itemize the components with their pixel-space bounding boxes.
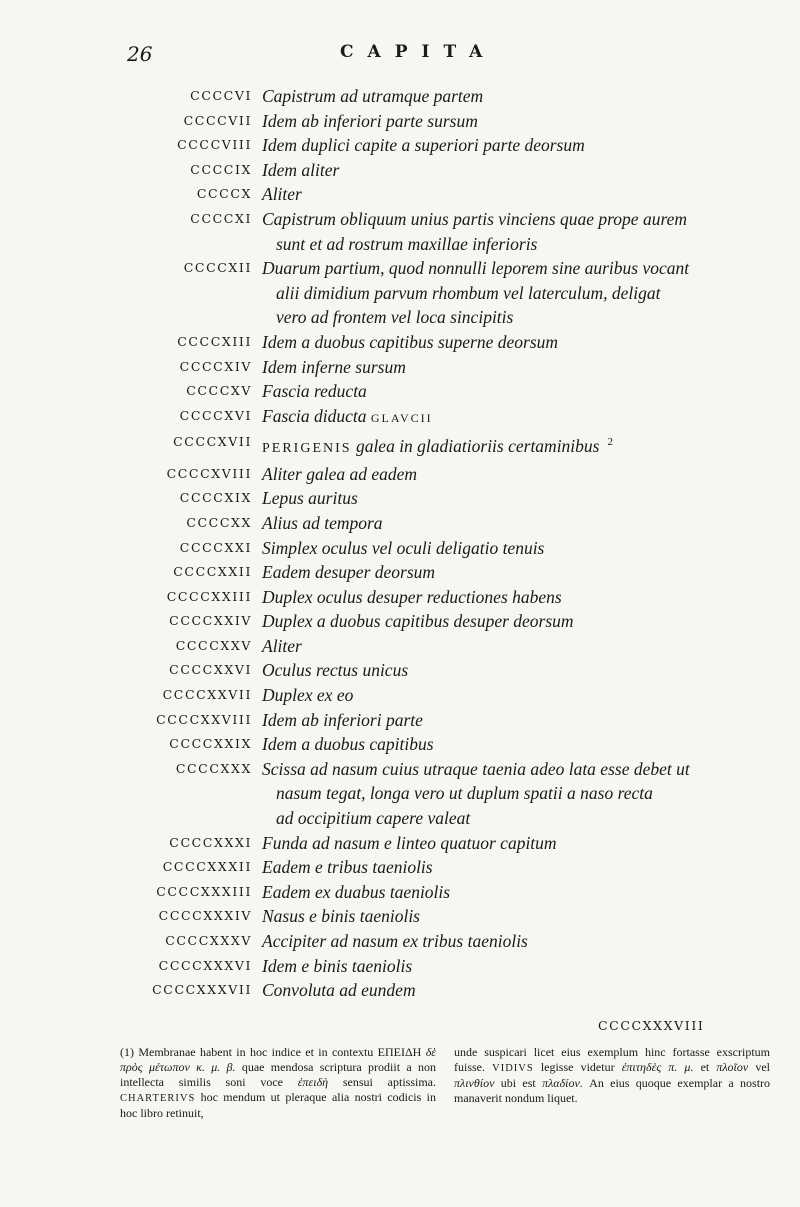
- entry-text: Duplex oculus desuper reductiones habens: [262, 586, 562, 607]
- entry-text: Idem e binis taeniolis: [262, 955, 413, 976]
- footnote-text: vel: [755, 1060, 770, 1074]
- greek-text: πλινθίον: [454, 1076, 495, 1090]
- entry-text: Fascia diducta: [262, 405, 367, 426]
- entry-number: CCCCIX: [190, 161, 252, 177]
- footnote-marker: 2: [607, 436, 613, 449]
- entry-text: Fascia reducta: [262, 381, 367, 402]
- list-item: [0, 109, 800, 134]
- entry-number: CCCCXVIII: [166, 465, 252, 481]
- page-number: 26: [127, 42, 153, 66]
- entry-number: CCCCXXIX: [169, 736, 252, 752]
- author-name: GLAVCII: [370, 410, 433, 425]
- entry-text: Idem duplici capite a superiori parte deorsum: [262, 135, 585, 156]
- entry-number: CCCCXI: [190, 210, 252, 226]
- running-head: CAPITA: [340, 42, 497, 62]
- entry-text: Capistrum obliquum unius partis vinciens quae prope aurem: [262, 208, 688, 229]
- list-item-continuation: [0, 281, 800, 306]
- list-item-continuation: [0, 781, 800, 806]
- list-item: [0, 330, 800, 355]
- footnote-text: (1) Membranae habent in hoc indice et in contextu ΕΠΕΙΔΗ: [120, 1045, 422, 1059]
- entry-number: CCCCXXX: [175, 760, 252, 776]
- entry-number: CCCCXXXIII: [156, 883, 252, 899]
- list-item: [0, 84, 800, 109]
- entry-text: Idem a duobus capitibus superne deorsum: [262, 331, 559, 352]
- list-item: [0, 904, 800, 929]
- list-item: [0, 757, 800, 782]
- list-item: [0, 880, 800, 905]
- list-item: [0, 511, 800, 536]
- entry-text: Eadem ex duabus taeniolis: [262, 881, 451, 902]
- entry-text: Idem a duobus capitibus: [262, 734, 434, 755]
- entry-number: CCCCX: [196, 186, 252, 202]
- list-item: [0, 978, 800, 1003]
- entry-text: galea in gladiatioriis certaminibus: [355, 436, 600, 457]
- footnotes: [120, 1045, 770, 1121]
- greek-text: ἐπιτηδὲς π. μ.: [621, 1060, 694, 1074]
- footnote-right: [454, 1045, 770, 1121]
- list-item: [0, 560, 800, 585]
- entry-text-continuation: sunt et ad rostrum maxillae inferioris: [276, 233, 538, 254]
- entry-number: CCCCXXII: [173, 564, 252, 580]
- list-item: [0, 708, 800, 733]
- entry-text: Idem ab inferiori parte: [262, 709, 423, 730]
- list-item: [0, 929, 800, 954]
- entry-text: Idem aliter: [262, 159, 340, 180]
- entry-number: CCCCXVII: [173, 434, 252, 450]
- entry-number: CCCCXXXI: [169, 834, 252, 850]
- entry-text: Funda ad nasum e linteo quatuor capitum: [262, 832, 557, 853]
- entry-text: Simplex oculus vel oculi deligatio tenuis: [262, 537, 545, 558]
- entry-number: CCCCXXIV: [169, 613, 252, 629]
- list-item: [0, 486, 800, 511]
- list-item-continuation: [0, 232, 800, 257]
- greek-text: πλαδίον.: [542, 1076, 583, 1090]
- footnote-text: et: [700, 1060, 710, 1074]
- list-item: [0, 658, 800, 683]
- entry-text: Accipiter ad nasum ex tribus taeniolis: [262, 931, 528, 952]
- entry-text: Duplex ex eo: [262, 685, 354, 706]
- entry-number: CCCCXII: [183, 260, 252, 276]
- entry-number: CCCCXXXV: [165, 933, 252, 949]
- author-name: PERIGENIS: [262, 441, 352, 457]
- list-item: [0, 585, 800, 610]
- entry-text: Duarum partium, quod nonnulli leporem sine auribus vocant: [262, 258, 690, 279]
- entry-number: CCCCXXIII: [166, 588, 252, 604]
- entry-number: CCCCXXVIII: [156, 711, 252, 727]
- list-item: [0, 855, 800, 880]
- catchword: CCCCXXXVIII: [598, 1018, 705, 1033]
- entry-text: Aliter galea ad eadem: [262, 463, 418, 484]
- list-item: [0, 609, 800, 634]
- list-item: [0, 207, 800, 232]
- list-item: [0, 256, 800, 281]
- entry-text: Eadem e tribus taeniolis: [262, 857, 433, 878]
- list-item: [0, 158, 800, 183]
- entry-text-continuation: nasum tegat, longa vero ut duplum spatii a naso recta: [276, 783, 653, 804]
- entry-number: CCCCXXXVII: [152, 982, 252, 998]
- author-name: VIDIVS: [492, 1063, 534, 1074]
- greek-text: δὲ πρὸς μέτωπον κ. μ. β.: [120, 1045, 436, 1074]
- list-item-continuation: [0, 305, 800, 330]
- entry-text: Eadem desuper deorsum: [262, 562, 436, 583]
- list-item: [0, 133, 800, 158]
- entry-number: CCCCXXXVI: [158, 957, 252, 973]
- list-item-continuation: [0, 806, 800, 831]
- entry-text: Capistrum ad utramque partem: [262, 86, 484, 106]
- list-item: [0, 634, 800, 659]
- list-item: [0, 182, 800, 207]
- entry-text: Aliter: [262, 184, 302, 205]
- entry-text-continuation: alii dimidium parvum rhombum vel laterculum, deligat: [276, 282, 661, 303]
- list-item: [0, 683, 800, 708]
- list-item: [0, 536, 800, 561]
- entry-text: Alius ad tempora: [262, 512, 383, 533]
- list-item: [0, 954, 800, 979]
- footnote-text: An eius quoque exemplar a nostro manaverit nondum liquet.: [454, 1076, 771, 1105]
- footnote-left: [120, 1045, 436, 1121]
- entry-number: CCCCXXI: [179, 539, 252, 555]
- list-item: [0, 379, 800, 404]
- entry-number: CCCCXXVII: [162, 687, 252, 703]
- footnote-text: legisse videtur: [540, 1060, 615, 1074]
- entry-number: CCCCXXV: [175, 637, 252, 653]
- entry-text: Idem ab inferiori parte sursum: [262, 110, 478, 131]
- entry-number: CCCCXXXIV: [158, 908, 252, 924]
- entry-text: Oculus rectus unicus: [262, 660, 409, 681]
- entry-text-continuation: ad occipitium capere valeat: [276, 808, 471, 829]
- entry-number: CCCCXX: [186, 514, 252, 530]
- entry-number: CCCCXVI: [179, 407, 252, 423]
- entry-number: CCCCVIII: [177, 137, 252, 153]
- entry-text: Lepus auritus: [262, 488, 358, 509]
- list-item: [0, 732, 800, 757]
- footnote-text: unde suspicari licet eius exemplum hinc fortasse exscriptum fuisse.: [454, 1045, 770, 1074]
- entry-number: CCCCVII: [183, 112, 252, 128]
- entry-text: Convoluta ad eundem: [262, 980, 416, 1001]
- greek-text: ἐπειδὴ: [297, 1075, 329, 1089]
- entry-number: CCCCVI: [190, 88, 252, 103]
- entry-number: CCCCXXVI: [169, 662, 252, 678]
- entry-text: Duplex a duobus capitibus desuper deorsum: [262, 611, 574, 632]
- entry-number: CCCCXIX: [179, 490, 252, 506]
- entry-number: CCCCXXXII: [162, 859, 252, 875]
- entry-number: CCCCXIV: [179, 358, 252, 374]
- entry-text: Nasus e binis taeniolis: [262, 906, 420, 927]
- entry-number: CCCCXIII: [177, 333, 252, 349]
- footnote-text: ubi est: [500, 1076, 536, 1090]
- author-name: CHARTERIVS: [120, 1093, 196, 1104]
- list-item: [0, 404, 800, 431]
- greek-text: πλοῖον: [716, 1060, 749, 1074]
- entry-number: CCCCXV: [186, 383, 252, 399]
- entry-text: Scissa ad nasum cuius utraque taenia adeo lata esse debet ut: [262, 758, 690, 779]
- footnote-text: sensui aptissima.: [342, 1075, 436, 1089]
- chapter-list: [0, 84, 800, 1003]
- footnote-text: hoc mendum ut pleraque alia nostri codicis in hoc libro retinuit,: [120, 1090, 436, 1120]
- entry-text: Aliter: [262, 635, 302, 656]
- list-item: [0, 831, 800, 856]
- footnote-text: quae mendosa scriptura prodiit a non intellecta similis soni voce: [120, 1060, 436, 1089]
- entry-text-continuation: vero ad frontem vel loca sincipitis: [276, 307, 514, 328]
- list-item: [0, 430, 800, 461]
- list-item: [0, 355, 800, 380]
- entry-text: Idem inferne sursum: [262, 356, 406, 377]
- list-item: [0, 462, 800, 487]
